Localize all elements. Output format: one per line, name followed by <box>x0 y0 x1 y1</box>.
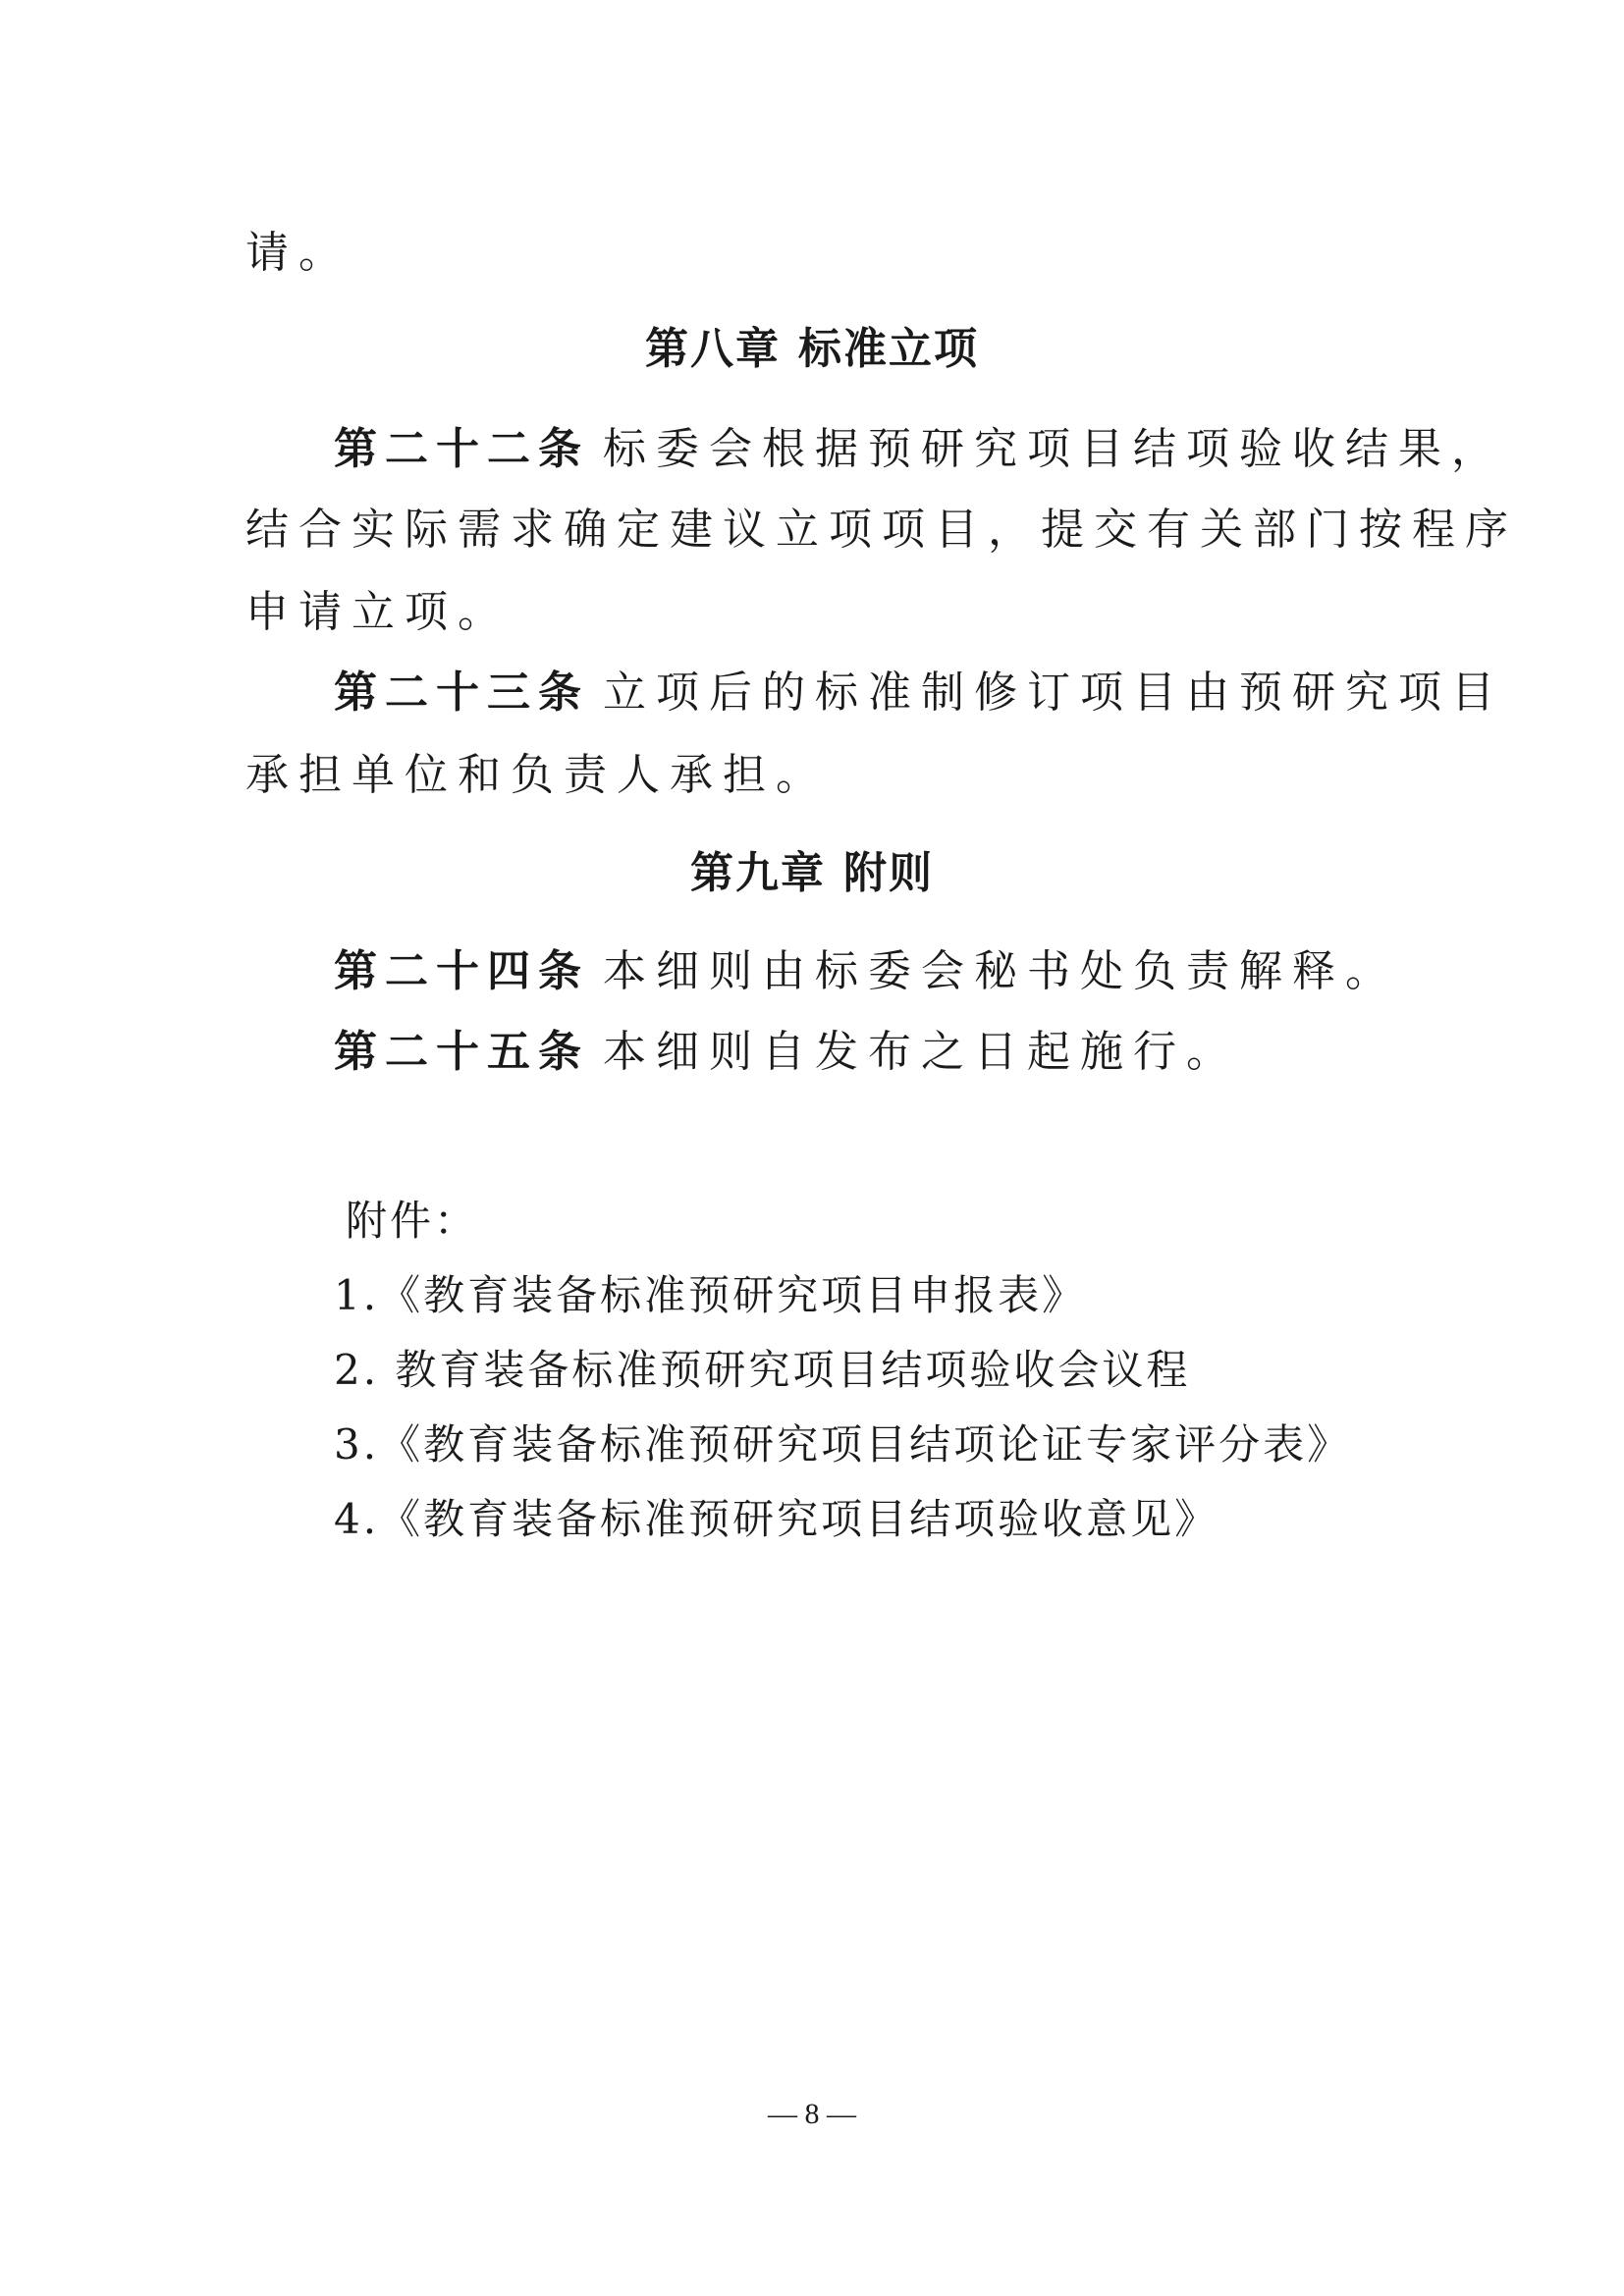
attachments-heading: 附件： <box>346 1197 479 1245</box>
attachment-item-4: 4.《教育装备标准预研究项目结项验收意见》 <box>334 1495 1219 1543</box>
article-25-text: 本细则自发布之日起施行。 <box>603 1027 1239 1077</box>
article-23-label: 第二十三条 <box>334 667 589 718</box>
chapter-8-title: 标准立项 <box>798 324 979 374</box>
chapter-9-number: 第九章 <box>690 848 826 898</box>
carryover-text: 请。 <box>245 228 352 278</box>
page-number: — 8 — <box>768 2098 856 2130</box>
article-23-text-1: 立项后的标准制修订项目由预研究项目 <box>603 667 1504 718</box>
attachment-item-2: 2. 教育装备标准预研究项目结项验收会议程 <box>334 1346 1191 1394</box>
article-22-line-2: 结合实际需求确定建议立项项目，提交有关部门按程序 <box>245 505 1518 555</box>
article-25-line <box>334 1023 1239 1082</box>
article-22-line-1 <box>334 420 1504 479</box>
chapter-8-heading <box>0 320 1624 379</box>
article-24-text: 本细则由标委会秘书处负责解释。 <box>603 946 1398 996</box>
chapter-9-title: 附则 <box>843 848 934 898</box>
article-22-label: 第二十二条 <box>334 424 589 474</box>
article-22-line-3: 申请立项。 <box>245 587 511 637</box>
attachment-item-3: 3.《教育装备标准预研究项目结项论证专家评分表》 <box>334 1420 1352 1468</box>
article-23-line-1 <box>334 664 1504 722</box>
chapter-8-number: 第八章 <box>645 324 781 374</box>
article-24-label: 第二十四条 <box>334 946 589 996</box>
article-23-line-2: 承担单位和负责人承担。 <box>245 750 829 800</box>
article-22-text-1: 标委会根据预研究项目结项验收结果， <box>603 424 1504 474</box>
article-25-label: 第二十五条 <box>334 1027 589 1077</box>
chapter-9-heading <box>0 844 1624 903</box>
article-24-line <box>334 942 1398 1001</box>
attachment-item-1: 1.《教育装备标准预研究项目申报表》 <box>334 1271 1087 1319</box>
